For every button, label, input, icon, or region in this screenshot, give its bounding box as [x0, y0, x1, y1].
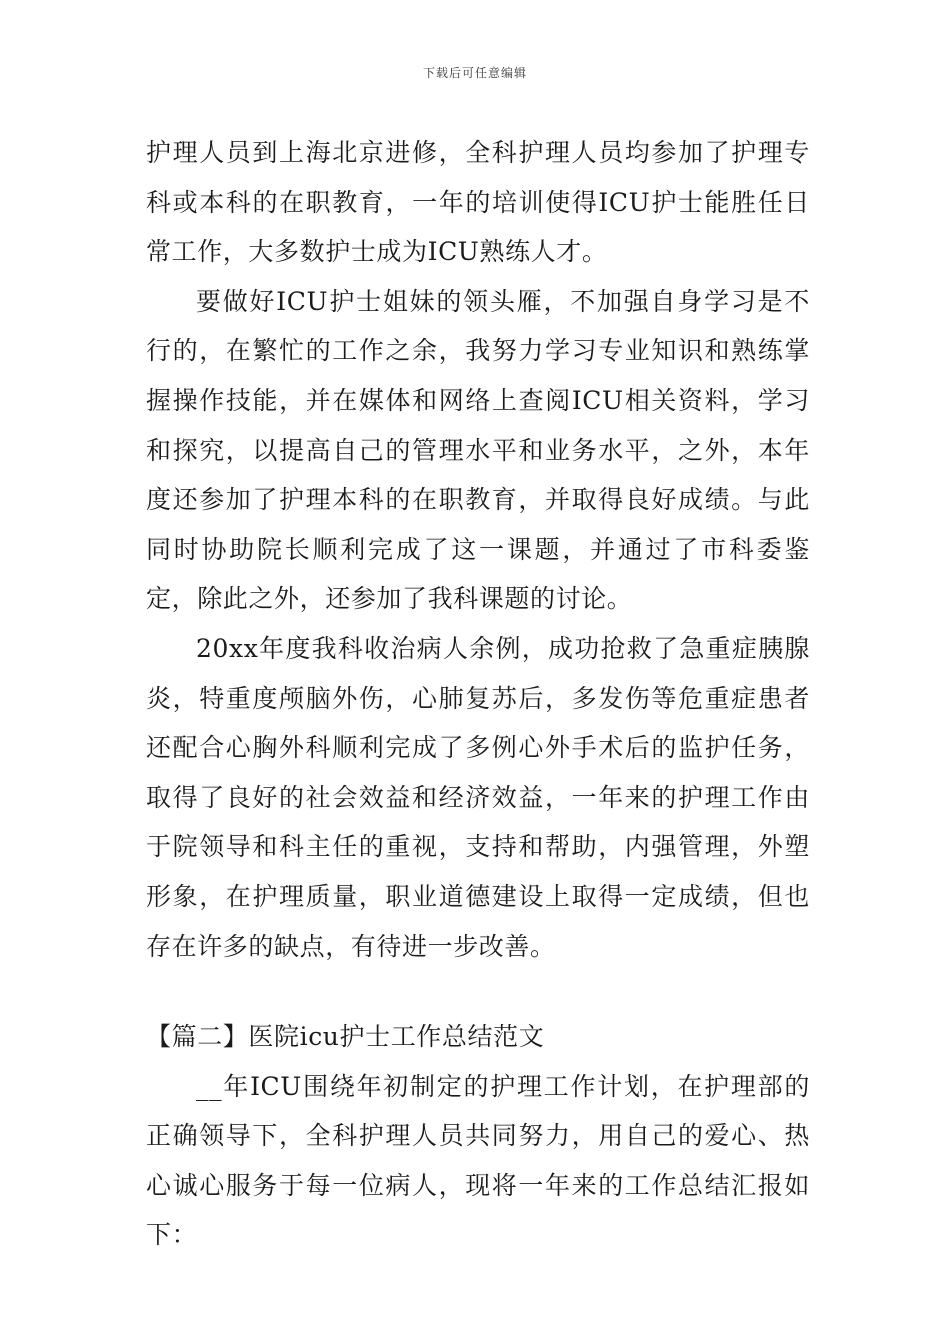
- document-body: [146, 128, 810, 1260]
- paragraph-section-intro: __年ICU围绕年初制定的护理工作计划，在护理部的正确领导下，全科护理人员共同努力，用自己的爱心、热心诚心服务于每一位病人，现将一年来的工作总结汇报如下：: [146, 1071, 810, 1250]
- paragraph-annual-results: 20xx年度我科收治病人余例，成功抢救了急重症胰腺炎，特重度颅脑外伤，心肺复苏后，多发伤等危重症患者还配合心胸外科顺利完成了多例心外手术后的监护任务，取得了良好的社会效益和经济效益，一年来的护理工作由于院领导和科主任的重视，支持和帮助，内强管理，外塑形象，在护理质量，职业道德建设上取得一定成绩，但也存在许多的缺点，有待进一步改善。: [146, 633, 810, 961]
- section-title: 【篇二】医院icu护士工作总结范文: [146, 1022, 545, 1052]
- paragraph-self-study: 要做好ICU护士姐妹的领头雁，不加强自身学习是不行的，在繁忙的工作之余，我努力学习专业知识和熟练掌握操作技能，并在媒体和网络上查阅ICU相关资料，学习和探究，以提高自己的管理水平和业务水平，之外，本年度还参加了护理本科的在职教育，并取得良好成绩。与此同时协助院长顺利完成了这一课题，并通过了市科委鉴定，除此之外，还参加了我科课题的讨论。: [146, 286, 810, 614]
- paragraph-continuation: 护理人员到上海北京进修，全科护理人员均参加了护理专科或本科的在职教育，一年的培训使得ICU护士能胜任日常工作，大多数护士成为ICU熟练人才。: [146, 138, 810, 267]
- page-header-note: 下载后可任意编辑: [422, 66, 527, 80]
